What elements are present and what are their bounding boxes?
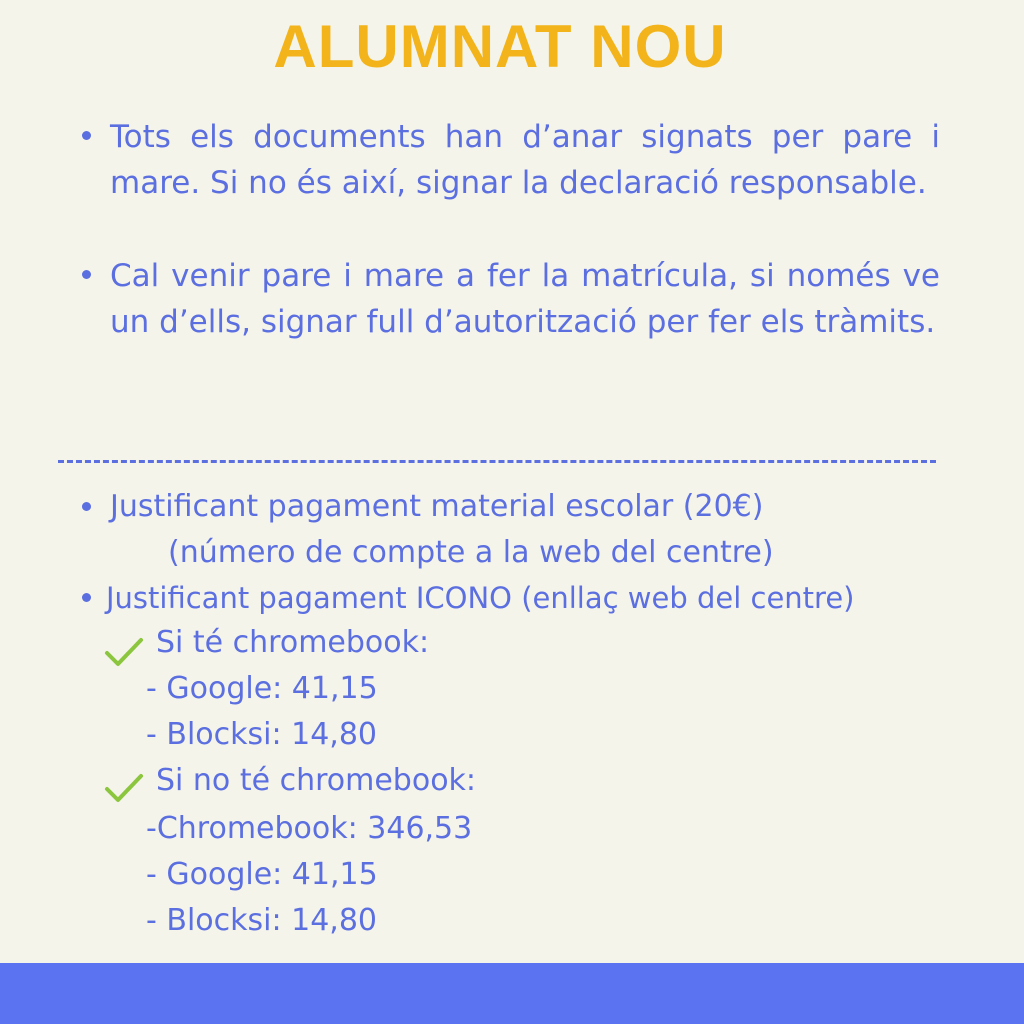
check-icon — [104, 636, 144, 668]
bullet-icon — [82, 131, 91, 140]
without-chromebook-google: - Google: 41,15 — [146, 857, 378, 892]
page-title: ALUMNAT NOU — [273, 13, 727, 80]
without-chromebook-heading: Si no té chromebook: — [156, 763, 477, 798]
footer-band — [0, 963, 1024, 1024]
bullet-icon — [82, 593, 91, 602]
note-enrollment-parents: Cal venir pare i mare a fer la matrícula, si només ve un d’ells, signar full d’autorització per fer els tràmits. — [110, 258, 940, 340]
bullet-icon — [82, 502, 91, 511]
dashed-divider — [58, 460, 936, 463]
note-documents-signed: Tots els documents han d’anar signats per pare i mare. Si no és així, signar la declaració responsable. — [110, 119, 940, 201]
with-chromebook-heading: Si té chromebook: — [156, 625, 430, 660]
check-icon — [104, 772, 144, 804]
item-material-account: (número de compte a la web del centre) — [168, 535, 774, 570]
with-chromebook-blocksi: - Blocksi: 14,80 — [146, 717, 377, 752]
with-chromebook-google: - Google: 41,15 — [146, 671, 378, 706]
item-material-payment: Justificant pagament material escolar (20€) — [110, 489, 764, 524]
without-chromebook-blocksi: - Blocksi: 14,80 — [146, 903, 377, 938]
item-icono-payment: Justificant pagament ICONO (enllaç web del centre) — [106, 581, 855, 615]
bullet-icon — [82, 270, 91, 279]
without-chromebook-device: -Chromebook: 346,53 — [146, 811, 473, 846]
